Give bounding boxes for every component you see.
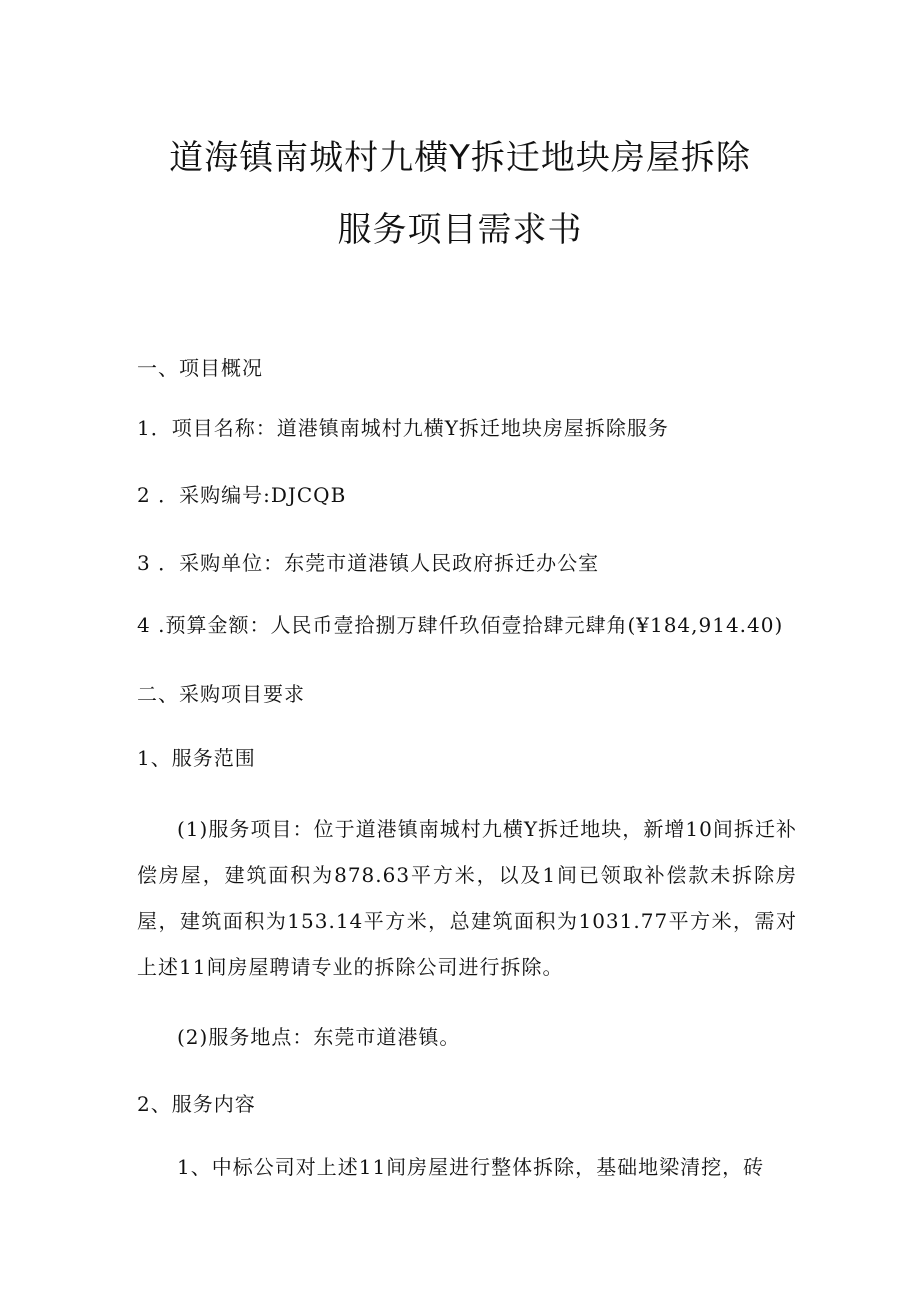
content-paragraph-1: 1、中标公司对上述11间房屋进行整体拆除，基础地梁清挖，砖 [177,1155,765,1179]
procurement-number-item: 2 ．采购编号:DJCQB [137,483,347,507]
section-heading-overview: 一、项目概况 [137,356,263,380]
procurement-unit-item: 3 ．采购单位：东莞市道港镇人民政府拆迁办公室 [137,551,600,575]
document-title-line2: 服务项目需求书 [337,210,583,250]
subsection-heading-scope: 1、服务范围 [137,746,256,770]
budget-amount-item: 4 .预算金额：人民币壹拾捌万肆仟玖佰壹拾肆元肆角(¥184,914.40) [137,613,784,637]
subsection-heading-content: 2、服务内容 [137,1092,256,1116]
scope-paragraph-service-items: (1)服务项目：位于道港镇南城村九横Y拆迁地块，新增10间拆迁补偿房屋，建筑面积为878.63平方米，以及1间已领取补偿款未拆除房屋，建筑面积为153.14平方米，总建筑面积为1031.77平方米，需对上述11间房屋聘请专业的拆除公司进行拆除。 [137,817,797,979]
section-heading-requirements: 二、采购项目要求 [137,682,305,706]
document-title-line1: 道海镇南城村九横Y拆迁地块房屋拆除 [169,138,751,178]
scope-paragraph-location: (2)服务地点：东莞市道港镇。 [177,1025,461,1049]
project-name-item: 1．项目名称：道港镇南城村九横Y拆迁地块房屋拆除服务 [137,416,669,440]
